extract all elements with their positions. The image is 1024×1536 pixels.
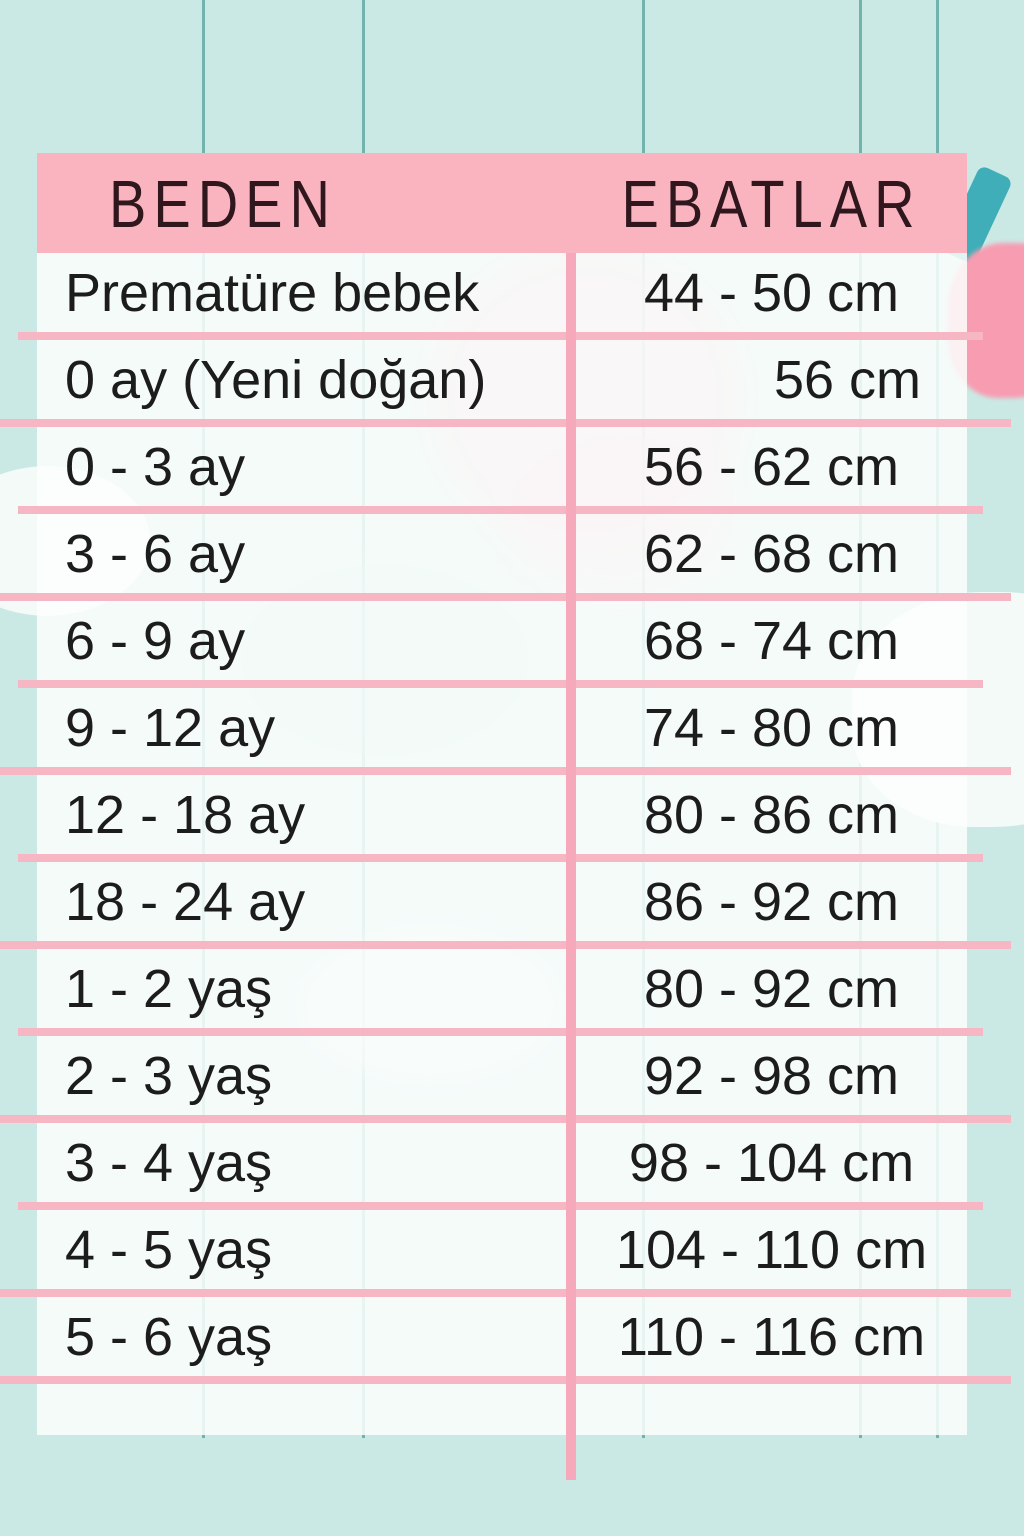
range-cell: 92 - 98 cm [643, 1045, 900, 1106]
range-cell: 44 - 50 cm [643, 262, 900, 323]
size-cell: Prematüre bebek [65, 262, 480, 323]
table-row [37, 949, 967, 1036]
table-row [37, 340, 967, 427]
range-cell: 80 - 92 cm [643, 958, 900, 1019]
column-divider-line [566, 253, 576, 1480]
size-cell: 6 - 9 ay [65, 610, 246, 671]
size-cell: 5 - 6 yaş [65, 1306, 273, 1367]
table-row [37, 427, 967, 514]
size-cell [37, 1384, 576, 1435]
table-body [37, 253, 967, 1435]
table-row [37, 1210, 967, 1297]
size-cell: 2 - 3 yaş [65, 1045, 273, 1106]
size-cell: 12 - 18 ay [65, 784, 306, 845]
range-cell: 62 - 68 cm [643, 523, 900, 584]
range-cell: 80 - 86 cm [643, 784, 900, 845]
column-header-beden: BEDEN [109, 165, 337, 241]
table-row-empty [37, 1384, 967, 1435]
table-row [37, 601, 967, 688]
size-cell: 0 ay (Yeni doğan) [65, 349, 487, 410]
size-cell: 3 - 6 ay [65, 523, 246, 584]
range-cell: 110 - 116 cm [617, 1306, 926, 1367]
range-cell: 56 cm [773, 349, 921, 410]
column-header-ebatlar: EBATLAR [621, 165, 922, 241]
size-cell: 3 - 4 yaş [65, 1132, 273, 1193]
table-row [37, 514, 967, 601]
range-cell: 104 - 110 cm [615, 1219, 928, 1280]
table-row [37, 688, 967, 775]
range-cell: 68 - 74 cm [643, 610, 900, 671]
range-cell [576, 1384, 967, 1435]
table-row [37, 1036, 967, 1123]
table-row [37, 1123, 967, 1210]
size-table [37, 153, 967, 1435]
size-cell: 1 - 2 yaş [65, 958, 273, 1019]
range-cell: 74 - 80 cm [643, 697, 900, 758]
size-cell: 0 - 3 ay [65, 436, 246, 497]
table-row [37, 1297, 967, 1384]
size-cell: 18 - 24 ay [65, 871, 306, 932]
table-header-row [37, 153, 967, 253]
size-cell: 4 - 5 yaş [65, 1219, 273, 1280]
table-row [37, 775, 967, 862]
table-row [37, 253, 967, 340]
range-cell: 98 - 104 cm [628, 1132, 915, 1193]
range-cell: 56 - 62 cm [643, 436, 900, 497]
range-cell: 86 - 92 cm [643, 871, 900, 932]
size-cell: 9 - 12 ay [65, 697, 276, 758]
table-row [37, 862, 967, 949]
